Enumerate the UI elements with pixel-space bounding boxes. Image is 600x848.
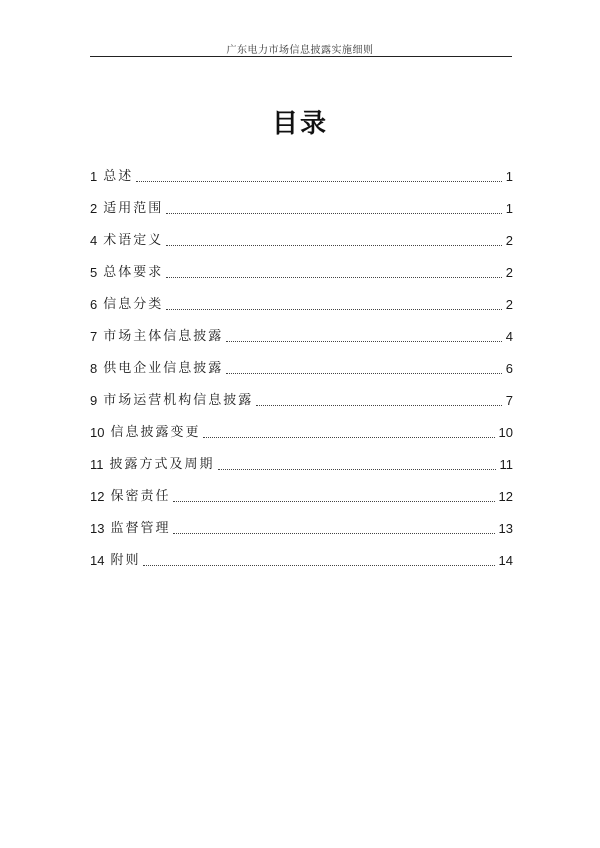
toc-entry[interactable] <box>90 155 513 187</box>
toc-entry-page: 1 <box>505 201 513 216</box>
toc-leader-dots <box>166 212 502 214</box>
toc-entry-page: 7 <box>505 393 513 408</box>
running-header: 广东电力市场信息披露实施细则 <box>226 45 374 56</box>
toc-entry-title: 供电企业信息披露 <box>103 361 224 376</box>
toc-entry-number: 10 <box>90 425 105 440</box>
toc-entry-number: 9 <box>90 393 98 408</box>
toc-entry[interactable] <box>90 315 513 347</box>
toc-list <box>90 155 513 571</box>
toc-entry[interactable] <box>90 379 513 411</box>
toc-entry-page: 2 <box>505 265 513 280</box>
toc-entry-page: 6 <box>505 361 513 376</box>
toc-entry[interactable] <box>90 475 513 507</box>
toc-title: 目录 <box>271 109 328 139</box>
toc-entry-page: 14 <box>498 553 513 568</box>
toc-leader-dots <box>203 436 494 438</box>
toc-entry[interactable] <box>90 507 513 539</box>
toc-leader-dots <box>173 500 494 502</box>
toc-entry-title: 市场主体信息披露 <box>103 329 224 344</box>
toc-entry-number: 8 <box>90 361 98 376</box>
toc-entry-page: 12 <box>498 489 513 504</box>
toc-entry-title: 术语定义 <box>103 233 164 248</box>
toc-entry-title: 市场运营机构信息披露 <box>103 393 254 408</box>
toc-leader-dots <box>256 404 502 406</box>
toc-leader-dots <box>166 276 502 278</box>
toc-entry[interactable] <box>90 251 513 283</box>
toc-entry-title: 总体要求 <box>103 265 164 280</box>
toc-entry-page: 4 <box>505 329 513 344</box>
header-rule <box>90 56 512 57</box>
toc-entry-number: 12 <box>90 489 105 504</box>
toc-leader-dots <box>166 244 502 246</box>
toc-entry-number: 14 <box>90 553 105 568</box>
toc-entry-title: 披露方式及周期 <box>109 457 215 472</box>
toc-entry[interactable] <box>90 187 513 219</box>
toc-leader-dots <box>226 372 502 374</box>
toc-entry-page: 11 <box>499 457 513 472</box>
toc-entry-page: 2 <box>505 233 513 248</box>
toc-entry-number: 1 <box>90 169 98 184</box>
toc-entry-title: 总述 <box>103 169 134 184</box>
toc-entry-page: 2 <box>505 297 513 312</box>
toc-leader-dots <box>166 308 502 310</box>
toc-entry-page: 10 <box>498 425 513 440</box>
toc-leader-dots <box>173 532 494 534</box>
toc-entry-number: 6 <box>90 297 98 312</box>
toc-leader-dots <box>136 180 502 182</box>
toc-leader-dots <box>143 564 494 566</box>
toc-entry-page: 1 <box>505 169 513 184</box>
toc-entry-number: 13 <box>90 521 105 536</box>
toc-entry-title: 保密责任 <box>110 489 171 504</box>
toc-entry-number: 11 <box>90 457 104 472</box>
toc-entry-page: 13 <box>498 521 513 536</box>
toc-entry-number: 7 <box>90 329 98 344</box>
toc-entry[interactable] <box>90 443 513 475</box>
toc-entry-title: 信息披露变更 <box>110 425 201 440</box>
toc-entry-title: 信息分类 <box>103 297 164 312</box>
toc-entry-title: 附则 <box>110 553 141 568</box>
toc-entry[interactable] <box>90 347 513 379</box>
toc-entry-number: 2 <box>90 201 98 216</box>
toc-leader-dots <box>218 468 496 470</box>
toc-entry-title: 适用范围 <box>103 201 164 216</box>
toc-entry[interactable] <box>90 411 513 443</box>
toc-entry-title: 监督管理 <box>110 521 171 536</box>
toc-leader-dots <box>226 340 502 342</box>
toc-entry-number: 5 <box>90 265 98 280</box>
toc-entry[interactable] <box>90 219 513 251</box>
toc-entry[interactable] <box>90 283 513 315</box>
toc-entry-number: 4 <box>90 233 98 248</box>
toc-entry[interactable] <box>90 539 513 571</box>
